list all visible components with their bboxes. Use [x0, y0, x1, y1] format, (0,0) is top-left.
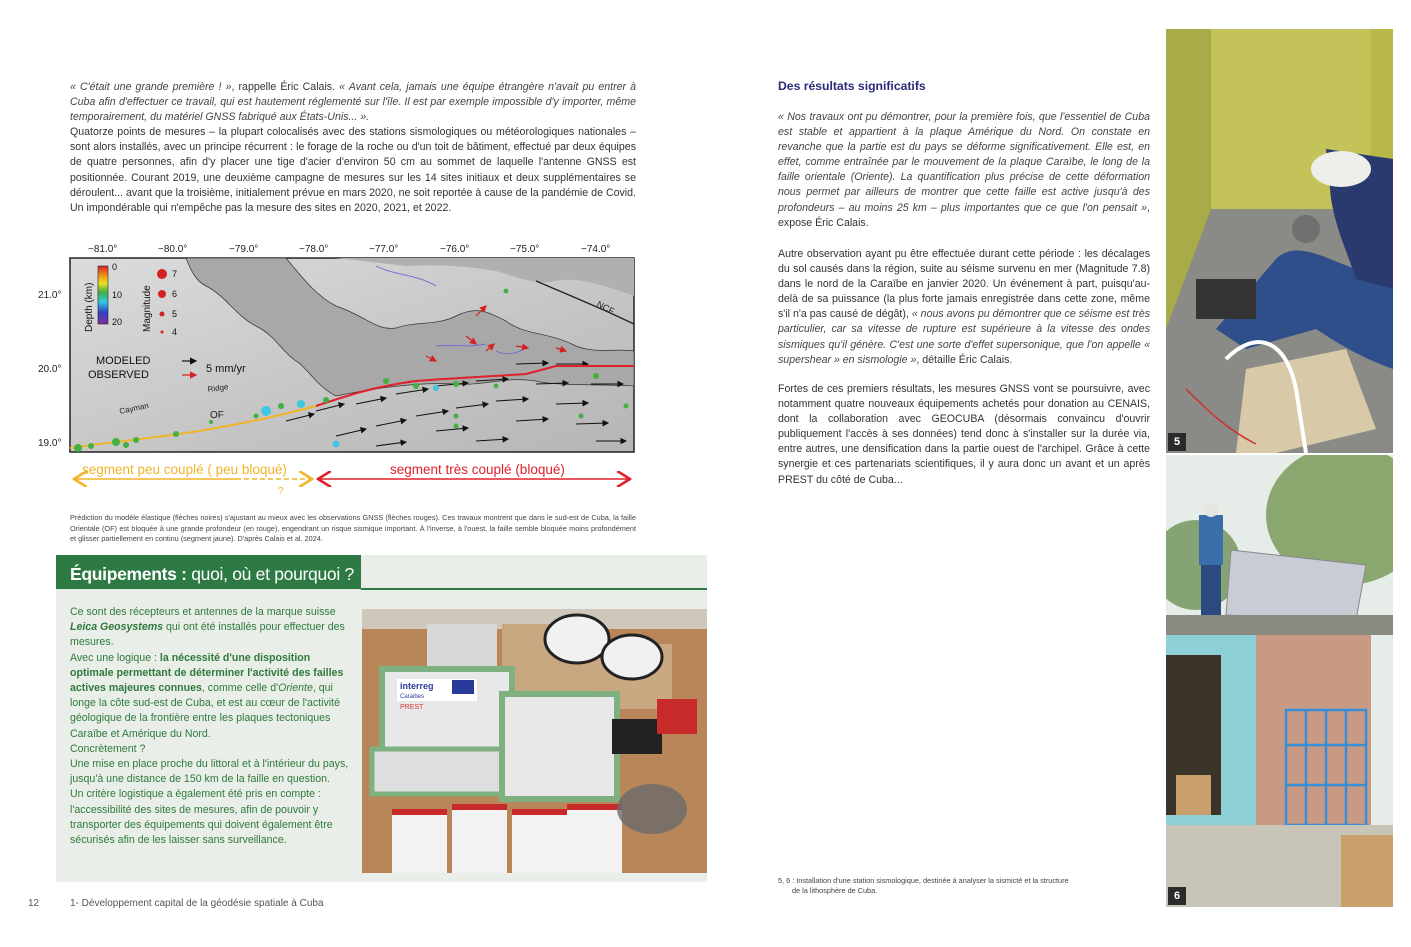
equipment-title-rule	[361, 588, 707, 590]
photo-5-number: 5	[1168, 433, 1186, 451]
equipment-p4: Une mise en place proche du littoral et à l'intérieur du pays, jusqu'à une distance de 150 km de la faille en question.	[70, 758, 349, 786]
longitude-axis	[88, 244, 610, 255]
map-caption: Prédiction du modèle élastique (flèches noires) s'ajustant au mieux avec les observations GNSS (flèches rouges). Ces travaux montrent que dans le sud-est de Cuba, la faille Orientale (OF) est bloquée à une grande profondeur (en rouge), engendrant un risque sismique important. À l'inverse, à l'ouest, la faille semble bloquée moins profondément et glisser partiellement en continu (segment jaune). D'après Calais et al. 2024.	[70, 513, 636, 543]
chapter-title: 1- Développement capital de la géodésie spatiale à Cuba	[70, 898, 324, 909]
equipment-title-bold: Équipements :	[70, 564, 187, 584]
gnss-map-figure	[36, 236, 646, 498]
para2-start: Autre observation ayant pu être effectuée durant cette période : les décalages du sol causés dans la région, suite au séisme survenu en mer (Magnitude 7.8) dans le nord de la Caraïbe en janvier 2020. Un événement à part, puisqu'au-delà de sa puissance (la plus forte jamais enregistrée dans cette zone, même s'il n'a pas causé de dégât),	[778, 248, 1150, 321]
ncf-label: NCF	[595, 298, 617, 317]
equipment-photo	[362, 609, 707, 873]
equipment-p1-end: qui ont été installés pour effectuer des mesures.	[70, 621, 345, 649]
supershear-paragraph	[778, 247, 1150, 368]
equipment-title	[56, 555, 361, 589]
equipment-text	[70, 605, 350, 848]
page-number: 12	[28, 898, 40, 909]
equipment-p2-mid: , comme celle d'	[201, 682, 279, 695]
prest-label: PREST	[400, 704, 424, 711]
magnitude-5-marker	[160, 312, 165, 317]
lon-tick: −75.0°	[510, 244, 540, 255]
magnitude-6-marker	[158, 290, 166, 298]
lon-tick: −74.0°	[581, 244, 611, 255]
magnitude-7-marker	[157, 269, 167, 279]
photo-6-number: 6	[1168, 887, 1186, 905]
lon-tick: −79.0°	[229, 244, 259, 255]
photo-5-station-interior	[1166, 29, 1393, 453]
lon-tick: −77.0°	[369, 244, 399, 255]
intro-attribution: , rappelle Éric Calais.	[231, 81, 340, 93]
intro-quote-b: « Avant cela, jamais une équipe étrangère n'avait pu entrer à Cuba afin d'effectuer ce travail, qui est hautement réglementé sur l'île. Il est par exemple impossible d'y importer, même temporairement, du matériel GNSS fabriqué aux États-Unis... ».	[70, 81, 637, 124]
caption-line-2: de la lithosphère de Cuba.	[792, 886, 878, 895]
magnitude-label: Magnitude	[142, 285, 153, 332]
equipment-p5: Un critère logistique a également été pris en compte : l'accessibilité des sites de mesures, afin de pouvoir y transporter des équipements qui doivent également être sécurisés afin de les laisser sans surveillance.	[70, 788, 333, 847]
photo-5-svg	[1166, 29, 1393, 453]
depth-colorbar	[98, 266, 108, 324]
latitude-axis	[38, 290, 61, 449]
magnitude-4-label: 4	[172, 327, 178, 337]
equipment-title-rest: quoi, où et pourquoi ?	[186, 564, 354, 584]
lon-tick: −81.0°	[88, 244, 118, 255]
caraibes-label: Caraibes	[400, 694, 425, 700]
equipment-brand: Leica Geosystems	[70, 621, 164, 634]
interreg-label: interreg	[400, 681, 434, 691]
magnitude-4-marker	[161, 331, 164, 334]
equipment-p2: Avec une logique :	[70, 651, 160, 664]
para2-quote: « nous avons pu démontrer que ce séisme est très particulier, car sa vitesse de rupture est supérieure à la vitesse des ondes sismiques qu'il génère. C'est une sorte d'effet supersonique, que l'on appelle « supershear » en sismologie »	[778, 308, 1151, 366]
equipment-p2-italic: Oriente	[278, 682, 313, 695]
equipment-p2-end: , qui longe la côte sud-est de Cuba, et est au cœur de l'activité géologique de la frontière entre les plaques tectoniques Caraïbe et Amérique du Nord.	[70, 682, 340, 740]
photo-6-svg	[1166, 455, 1393, 907]
right-page	[720, 0, 1411, 947]
magnitude-6-label: 6	[172, 289, 178, 299]
quote-text: « Nos travaux ont pu démontrer, pour la première fois, que l'essentiel de Cuba est stable et appartient à la plaque Amérique du Nord. On constate en revanche que la partie est du pays se déforme significativement. Elle est, en effet, comme entraînée par le mouvement de la plaque Caraïbe, le long de la faille orientale (Oriente). La quantification plus précise de cette déformation nous permet par ailleurs de montrer que cette faille est active jusqu'à des profondeurs – au moins 25 km – plus importantes que ce que l'on pensait »	[778, 111, 1150, 214]
depth-axis-label: Depth (km)	[84, 282, 95, 332]
red-segment-label: segment très couplé (bloqué)	[390, 462, 565, 477]
observed-legend-label: OBSERVED	[88, 369, 149, 381]
lat-tick: 19.0°	[38, 438, 62, 449]
conclusion-paragraph: Fortes de ces premiers résultats, les mesures GNSS vont se poursuivre, avec notamment quatre nouveaux équipements achetés pour donation au CENAIS, dont la collaboration avec GEOCUBA (désormais convaincu d'ouvrir publiquement l'accès à ses données) tend donc à s'installer sur la durée via, entre autres, une densification dans la partie ouest de l'archipel. Grâce à cette synergie et ces partenariats scientifiques, il y aura donc un avant et un après PREST du côté de Cuba...	[778, 383, 1150, 486]
equipment-photo-svg	[362, 609, 707, 873]
section-title: Des résultats significatifs	[778, 79, 926, 93]
caption-line-1: 5, 6 : Installation d'une station sismologique, destinée à analyser la sismicté et la structure	[778, 876, 1069, 885]
lat-tick: 20.0°	[38, 364, 62, 375]
velocity-scale-label: 5 mm/yr	[206, 363, 246, 375]
lon-tick: −80.0°	[158, 244, 188, 255]
photos-caption	[778, 876, 1150, 896]
of-label: OF	[210, 410, 224, 421]
magnitude-5-label: 5	[172, 309, 178, 319]
cayman-label: Cayman	[118, 400, 150, 416]
equipment-sidebar	[56, 555, 707, 882]
depth-tick-0: 0	[112, 262, 118, 272]
para2-end: , détaille Éric Calais.	[916, 353, 1013, 366]
ridge-label: Ridge	[207, 382, 229, 394]
lat-tick: 21.0°	[38, 290, 62, 301]
equipment-p2-bold: la nécessité d'une disposition optimale permettant de déterminer l'activité des failles actives majeures connues	[70, 651, 344, 695]
lon-tick: −78.0°	[299, 244, 329, 255]
modeled-legend-label: MODELED	[96, 355, 151, 367]
yellow-segment-label: segment peu couplé ( peu bloqué)	[82, 462, 287, 477]
magnitude-7-label: 7	[172, 269, 178, 279]
depth-tick-20: 20	[112, 317, 123, 327]
intro-quote-a: « C'était une grande première ! »	[70, 81, 232, 93]
lon-tick: −76.0°	[440, 244, 470, 255]
depth-tick-10: 10	[112, 290, 123, 300]
photo-6-station-exterior	[1166, 455, 1393, 907]
yellow-segment-question: ?	[278, 486, 284, 497]
map-svg	[36, 236, 646, 498]
equipment-p3: Concrètement ?	[70, 742, 146, 755]
intro-paragraph: Quatorze points de mesures – la plupart colocalisés avec des stations sismologiques ou météorologiques nationales – sont alors installés, avec un principe récurrent : le forage de la roche ou d'un toit de bâtiment, effectué par deux équipes de quatre personnes, afin d'y placer une tige d'acier d'environ 50 cm au sommet de laquelle l'antenne GNSS est positionnée. Courant 2019, une deuxième campagne de mesures sur les 14 sites initiaux et deux supplémentaires se déroulent... avant que la troisième, initialement prévue en mars 2020, ne soit reportée à cause de la pandémie de Covid. Un impondérable qui n'empêche pas la mesure des sites en 2020, 2021, et 2022.	[70, 126, 636, 214]
quote-attribution: , expose Éric Calais.	[778, 201, 1150, 229]
calais-quote	[778, 110, 1150, 231]
equipment-p1: Ce sont des récepteurs et antennes de la marque suisse	[70, 606, 336, 618]
intro-text	[70, 80, 636, 216]
